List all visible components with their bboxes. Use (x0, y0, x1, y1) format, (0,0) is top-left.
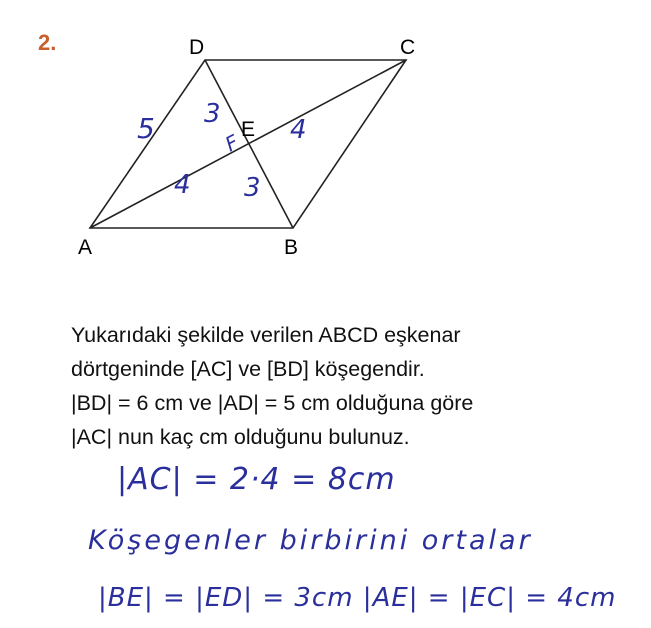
hw-right-angle-mark: F (221, 129, 243, 157)
vertex-label-d: D (189, 36, 205, 59)
handwritten-equalities: |BE| = |ED| = 3cm |AE| = |EC| = 4cm (98, 583, 617, 613)
problem-line: |BD| = 6 cm ve |AD| = 5 cm olduğuna göre (71, 391, 474, 415)
hw-ec: 4 (290, 115, 307, 145)
problem-line: Yukarıdaki şekilde verilen ABCD eşkenar (71, 323, 461, 347)
problem-line: |AC| nun kaç cm olduğunu bulunuz. (71, 425, 410, 449)
problem-text (71, 318, 631, 454)
vertex-label-c: C (400, 36, 416, 59)
hw-eb: 3 (244, 173, 261, 203)
hw-de: 3 (204, 99, 221, 129)
handwritten-note: Köşegenler birbirini ortalar (88, 525, 533, 556)
hw-ae: 4 (174, 170, 191, 200)
hw-side-ad: 5 (137, 112, 155, 145)
vertex-label-b: B (284, 236, 299, 259)
vertex-label-e: E (241, 118, 256, 141)
handwritten-answer: |AC| = 2·4 = 8cm (117, 462, 396, 497)
vertex-label-a: A (78, 236, 93, 259)
rhombus-figure (0, 0, 651, 300)
problem-line: dörtgeninde [AC] ve [BD] köşegendir. (71, 357, 425, 381)
question-number: 2. (38, 30, 57, 55)
